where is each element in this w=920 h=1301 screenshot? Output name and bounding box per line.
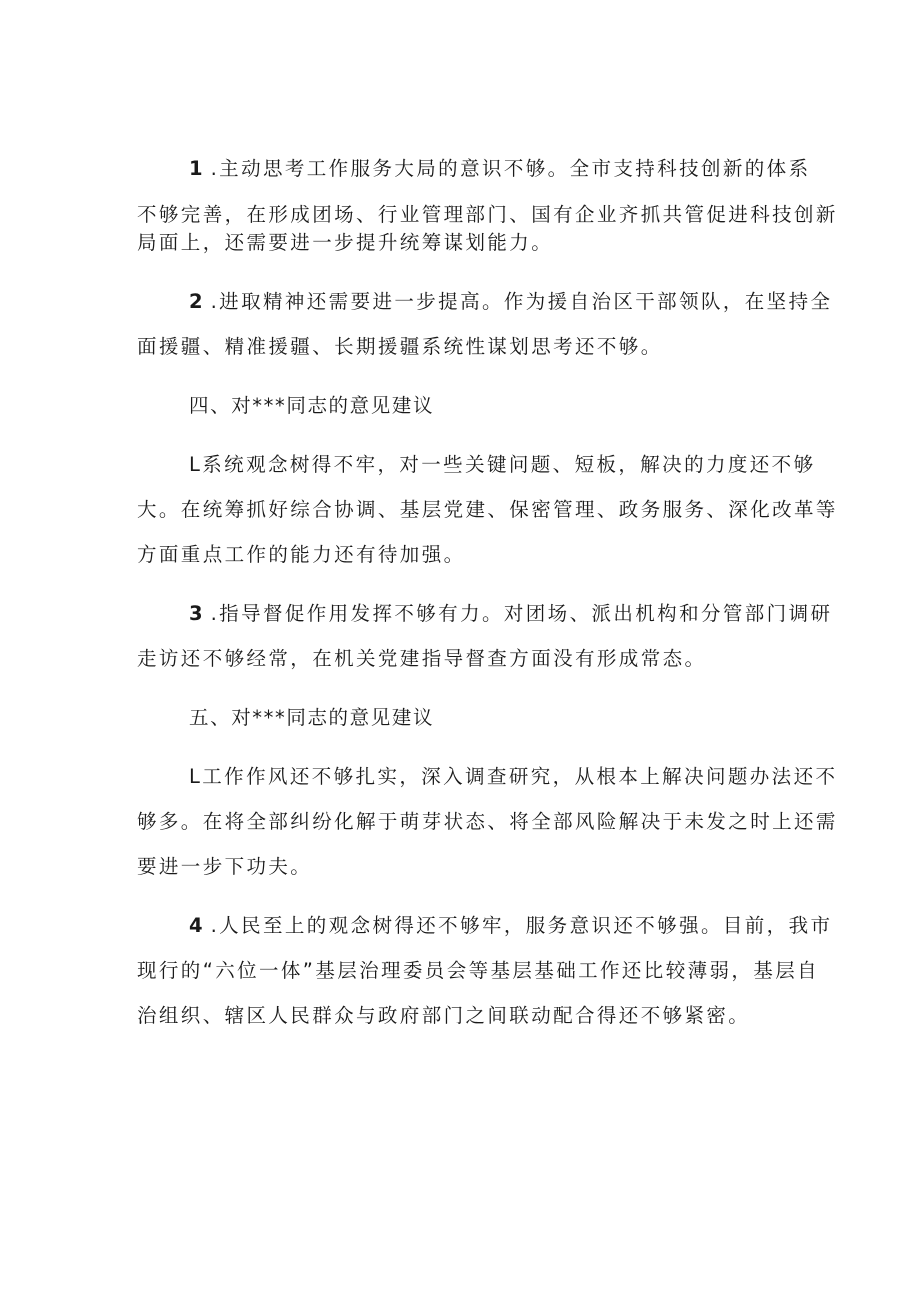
paragraph-6-line-1: 4 .人民至上的观念树得还不够牢，服务意识还不够强。目前，我市 <box>189 914 833 937</box>
paragraph-6-line-2: 现行的“六位一体”基层治理委员会等基层基础工作还比较薄弱，基层自 <box>137 959 820 982</box>
item-number: 2 <box>189 290 203 313</box>
paragraph-4-line-1: 3 .指导督促作用发挥不够有力。对团场、派出机构和分管部门调研 <box>189 602 833 625</box>
paragraph-6-line-3: 治组织、辖区人民群众与政府部门之间联动配合得还不够紧密。 <box>137 1004 751 1027</box>
paragraph-3-line-3: 方面重点工作的能力还有待加强。 <box>137 543 466 566</box>
paragraph-2-line-1: 2 .进取精神还需要进一步提高。作为援自治区干部领队，在坚持全 <box>189 290 833 313</box>
paragraph-5-line-1: L工作作风还不够扎实，深入调查研究，从根本上解决问题办法还不 <box>189 765 838 788</box>
paragraph-3-line-1: L系统观念树得不牢，对一些关键问题、短板，解决的力度还不够 <box>189 453 816 476</box>
paragraph-5-line-3: 要进一步下功夫。 <box>137 855 313 878</box>
section-heading-4: 四、对***同志的意见建议 <box>189 394 435 417</box>
section-heading-5: 五、对***同志的意见建议 <box>189 706 435 729</box>
paragraph-4-line-2: 走访还不够经常，在机关党建指导督查方面没有形成常态。 <box>137 647 707 670</box>
paragraph-1-line-1: 1 .主动思考工作服务大局的意识不够。全市支持科技创新的体系 <box>189 157 811 180</box>
paragraph-1-line-2: 不够完善，在形成团场、行业管理部门、国有企业齐抓共管促进科技创新 <box>137 203 838 226</box>
item-number: 4 <box>189 914 203 937</box>
paragraph-2-line-2: 面援疆、精准援疆、长期援疆系统性谋划思考还不够。 <box>137 335 663 358</box>
paragraph-1-line-3: 局面上，还需要进一步提升统筹谋划能力。 <box>137 231 554 254</box>
paragraph-3-line-2: 大。在统筹抓好综合协调、基层党建、保密管理、政务服务、深化改革等 <box>137 498 838 521</box>
paragraph-5-line-2: 够多。在将全部纠纷化解于萌芽状态、将全部风险解决于未发之时上还需 <box>137 810 838 833</box>
item-number: 1 <box>189 157 203 180</box>
item-number: 3 <box>189 602 203 625</box>
